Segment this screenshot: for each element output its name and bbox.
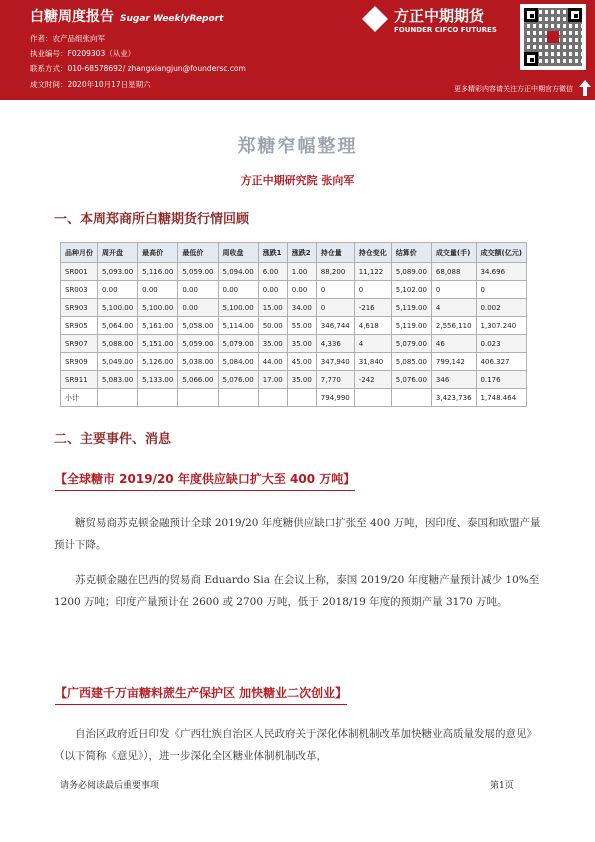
table-cell: 1.00 bbox=[287, 263, 316, 281]
table-cell: 4,618 bbox=[354, 317, 391, 335]
news-1-paragraph-2: 苏克顿金融在巴西的贸易商 Eduardo Sia 在会议上称，泰国 2019/20 年度糖产量预计减少 10%至 1200 万吨；印度产量预计在 2600 或 2700 万吨，低于 2018/19 年度的预期产量 3170 万吨。 bbox=[54, 574, 540, 608]
logo-en-text: FOUNDER CIFCO FUTURES bbox=[394, 26, 497, 34]
table-cell: 5,126.00 bbox=[138, 353, 178, 371]
doc-author: 方正中期研究院 张向军 bbox=[240, 174, 355, 187]
futures-table bbox=[60, 242, 527, 407]
table-row bbox=[61, 263, 527, 281]
table-row bbox=[61, 335, 527, 353]
table-header-cell: 持仓量 bbox=[316, 243, 354, 263]
table-cell: 0 bbox=[354, 281, 391, 299]
table-cell: 5,161.00 bbox=[138, 317, 178, 335]
table-cell: 5,119.00 bbox=[391, 317, 431, 335]
table-cell: 11,122 bbox=[354, 263, 391, 281]
table-cell: 0 bbox=[476, 281, 526, 299]
table-body bbox=[61, 263, 527, 407]
table-header-cell: 涨跌2 bbox=[287, 243, 316, 263]
news-heading-1: 【全球糖市 2019/20 年度供应缺口扩大至 400 万吨】 bbox=[55, 470, 355, 491]
wechat-note: 更多精彩内容请关注方正中期官方微信 bbox=[454, 85, 573, 93]
footer-note: 请务必阅读最后重要事项 bbox=[60, 781, 160, 791]
table-cell: 5,088.00 bbox=[98, 335, 138, 353]
table-cell: 68,088 bbox=[431, 263, 476, 281]
table-header-cell: 周收盘 bbox=[218, 243, 258, 263]
table-cell: 7,770 bbox=[316, 371, 354, 389]
table-cell: SR909 bbox=[61, 353, 98, 371]
contact-line: 联系方式：010-68578692/ zhangxiangjun@foundersc.com bbox=[30, 64, 246, 73]
table-cell: 5,100.00 bbox=[218, 299, 258, 317]
logo-cn-text: 方正中期期货 bbox=[394, 7, 485, 25]
table-cell bbox=[218, 389, 258, 407]
table-header-cell: 成交额(亿元) bbox=[476, 243, 526, 263]
table-cell bbox=[178, 389, 218, 407]
table-cell: 5,119.00 bbox=[391, 299, 431, 317]
qr-code-icon bbox=[520, 4, 586, 70]
table-header-cell: 最低价 bbox=[178, 243, 218, 263]
table-cell: 346 bbox=[431, 371, 476, 389]
table-cell: 5,059.00 bbox=[178, 335, 218, 353]
table-cell: 35.00 bbox=[287, 335, 316, 353]
table-cell: 0.176 bbox=[476, 371, 526, 389]
report-title-en: Sugar WeeklyReport bbox=[120, 14, 224, 24]
table-cell: 347,940 bbox=[316, 353, 354, 371]
table-cell: -216 bbox=[354, 299, 391, 317]
table-cell bbox=[391, 389, 431, 407]
table-cell: 5,049.00 bbox=[98, 353, 138, 371]
table-cell: 0 bbox=[316, 299, 354, 317]
news-2-paragraph-1: 自治区政府近日印发《广西壮族自治区人民政府关于深化体制机制改革加快糖业高质量发展的意见》（以下简称《意见》），进一步深化全区糖业体制机制改革， bbox=[54, 728, 537, 762]
table-cell: SR907 bbox=[61, 335, 98, 353]
table-cell: 34.00 bbox=[287, 299, 316, 317]
table-cell: 5,151.00 bbox=[138, 335, 178, 353]
table-header-cell: 周开盘 bbox=[98, 243, 138, 263]
date-line: 成文时间：2020年10月17日星期六 bbox=[30, 80, 151, 89]
table-cell: 4 bbox=[354, 335, 391, 353]
table-cell: 5,084.00 bbox=[218, 353, 258, 371]
table-cell: 3,423,736 bbox=[431, 389, 476, 407]
table-cell: 406.327 bbox=[476, 353, 526, 371]
table-cell: 5,093.00 bbox=[98, 263, 138, 281]
table-cell: 0.00 bbox=[218, 281, 258, 299]
table-cell: 5,083.00 bbox=[98, 371, 138, 389]
table-cell: 5,085.00 bbox=[391, 353, 431, 371]
table-row bbox=[61, 389, 527, 407]
table-row bbox=[61, 317, 527, 335]
table-cell: 0 bbox=[431, 281, 476, 299]
table-cell: 5,058.00 bbox=[178, 317, 218, 335]
table-cell: 5,102.00 bbox=[391, 281, 431, 299]
table-cell: 5,076.00 bbox=[218, 371, 258, 389]
up-arrow-icon bbox=[579, 80, 591, 96]
table-header-row bbox=[61, 243, 527, 263]
table-row bbox=[61, 371, 527, 389]
table-cell: SR003 bbox=[61, 281, 98, 299]
table-cell: 46 bbox=[431, 335, 476, 353]
table-cell: 0.002 bbox=[476, 299, 526, 317]
table-cell bbox=[138, 389, 178, 407]
table-cell: 0.00 bbox=[98, 281, 138, 299]
table-cell: 4 bbox=[431, 299, 476, 317]
table-cell bbox=[354, 389, 391, 407]
table-header-cell: 涨跌1 bbox=[258, 243, 287, 263]
table-cell: 5,079.00 bbox=[218, 335, 258, 353]
table-cell: SR905 bbox=[61, 317, 98, 335]
table-cell: 35.00 bbox=[258, 335, 287, 353]
report-title bbox=[30, 6, 223, 26]
page-title: 郑糖窄幅整理 bbox=[237, 136, 358, 157]
table-cell: 4,336 bbox=[316, 335, 354, 353]
table-cell: 0 bbox=[316, 281, 354, 299]
table-cell: 0.00 bbox=[287, 281, 316, 299]
table-cell: 5,116.00 bbox=[138, 263, 178, 281]
section-news: 二、主要事件、消息 bbox=[54, 432, 172, 447]
table-cell bbox=[287, 389, 316, 407]
table-cell: 0.00 bbox=[178, 299, 218, 317]
table-cell: -242 bbox=[354, 371, 391, 389]
table-cell: 0.00 bbox=[258, 281, 287, 299]
table-cell: 5,089.00 bbox=[391, 263, 431, 281]
logo-mark-icon bbox=[362, 6, 388, 32]
table-cell bbox=[98, 389, 138, 407]
table-cell: 5,100.00 bbox=[98, 299, 138, 317]
table-cell: 1,307.240 bbox=[476, 317, 526, 335]
section-market-review: 一、本周郑商所白糖期货行情回顾 bbox=[54, 212, 250, 227]
table-cell: 44.00 bbox=[258, 353, 287, 371]
table-cell: 0.00 bbox=[178, 281, 218, 299]
table-cell: 5,094.00 bbox=[218, 263, 258, 281]
table-header-cell: 最高价 bbox=[138, 243, 178, 263]
table-cell: 0.00 bbox=[138, 281, 178, 299]
report-title-cn: 白糖周度报告 bbox=[30, 9, 114, 25]
table-cell: SR911 bbox=[61, 371, 98, 389]
table-header-cell: 持仓变化 bbox=[354, 243, 391, 263]
table-cell: 5,079.00 bbox=[391, 335, 431, 353]
table-cell: 1,748.464 bbox=[476, 389, 526, 407]
table-cell: 5,114.00 bbox=[218, 317, 258, 335]
table-cell: 5,100.00 bbox=[138, 299, 178, 317]
table-cell: 5,064.00 bbox=[98, 317, 138, 335]
table-cell: 17.00 bbox=[258, 371, 287, 389]
table-cell: 34.696 bbox=[476, 263, 526, 281]
table-cell: 6.00 bbox=[258, 263, 287, 281]
table-cell: 346,744 bbox=[316, 317, 354, 335]
table-cell: 5,059.00 bbox=[178, 263, 218, 281]
table-cell: 794,990 bbox=[316, 389, 354, 407]
table-row bbox=[61, 281, 527, 299]
table-cell: 15.00 bbox=[258, 299, 287, 317]
report-header bbox=[0, 0, 595, 100]
table-cell: 45.00 bbox=[287, 353, 316, 371]
page-number: 第1页 bbox=[490, 781, 514, 791]
table-header-cell: 结算价 bbox=[391, 243, 431, 263]
table-cell: SR903 bbox=[61, 299, 98, 317]
table-cell: 50.00 bbox=[258, 317, 287, 335]
table-cell: 55.00 bbox=[287, 317, 316, 335]
table-cell: 5,076.00 bbox=[391, 371, 431, 389]
table-cell: 799,142 bbox=[431, 353, 476, 371]
table-cell: 0.023 bbox=[476, 335, 526, 353]
table-cell bbox=[258, 389, 287, 407]
table-header-cell: 成交量(手) bbox=[431, 243, 476, 263]
company-logo bbox=[362, 4, 512, 38]
table-cell: 5,066.00 bbox=[178, 371, 218, 389]
author-line: 作者：农产品组张向军 bbox=[30, 34, 105, 43]
table-cell: 88,200 bbox=[316, 263, 354, 281]
table-row bbox=[61, 299, 527, 317]
news-heading-2: 【广西建千万亩糖料蔗生产保护区 加快糖业二次创业】 bbox=[55, 684, 347, 705]
table-cell: SR001 bbox=[61, 263, 98, 281]
table-row bbox=[61, 353, 527, 371]
table-cell: 5,038.00 bbox=[178, 353, 218, 371]
news-1-paragraph-1: 糖贸易商苏克顿金融预计全球 2019/20 年度糖供应缺口扩张至 400 万吨，因印度、泰国和欧盟产量预计下降。 bbox=[54, 517, 541, 551]
table-cell: 31,840 bbox=[354, 353, 391, 371]
license-line: 执业编号：F0209303（从业） bbox=[30, 49, 136, 58]
table-cell: 2,556,110 bbox=[431, 317, 476, 335]
table-header-cell: 品种月份 bbox=[61, 243, 98, 263]
table-cell: 小计 bbox=[61, 389, 98, 407]
table-cell: 35.00 bbox=[287, 371, 316, 389]
table-cell: 5,133.00 bbox=[138, 371, 178, 389]
